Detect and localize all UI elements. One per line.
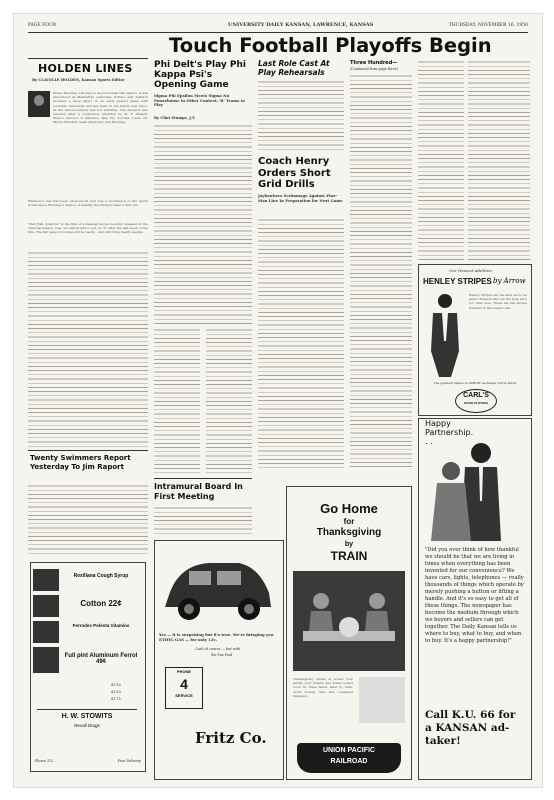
product-line: Cotton 22¢ (80, 599, 122, 608)
fritz-cash: Cash of course — but with (195, 647, 241, 651)
product-line: Ferrodex Polenta Vitamins (72, 623, 130, 628)
intramural-headline: Intramural Board In First Meeting (154, 482, 243, 501)
partnership-cta: Call K.U. 66 for a KANSAN ad-taker! (425, 709, 516, 747)
grid-body (258, 218, 344, 468)
train-photo (359, 677, 405, 723)
divider (28, 58, 148, 59)
story-body (154, 124, 252, 324)
column-byline: By CLAVELLE HOLDEN, Kansan Sports Editor (32, 78, 125, 82)
partnership-body: "Did you ever think of how thankful we should be that we are living in times when everything has been invented for our convenience? We have cars, lights, telephones — really thousands of things which operate by merely pushing a button or lifting a handle. And it's so easy to get all of these things. The newspaper has become the medium through which we buyers and sellers can get together. The Daily Kansan tells us where to buy, what to buy, and when to buy. It's a happy partnership!" (425, 547, 524, 644)
service-label: SERVICE (175, 693, 193, 698)
column-names (418, 60, 464, 260)
story-subhead: Sigma Phi Epsilon Meets Sigma Nu Powerhouse in Other Contest; 'B' Teams to Play (154, 93, 245, 108)
banner-headline: Touch Football Playoffs Begin (169, 34, 492, 57)
grid-subhead: Jayhawkers Scrimmage Against Fine-Man Line In Preparation for Next Game (258, 193, 343, 203)
intramural-body (154, 506, 252, 536)
store-subtitle: Rexall Drugs (74, 723, 100, 728)
price: $1.75 (111, 697, 121, 701)
union-pacific-shield (297, 743, 401, 773)
divider (154, 478, 252, 479)
column-names (468, 60, 530, 260)
divider (28, 450, 148, 451)
fritz-name: Fritz Co. (195, 729, 267, 747)
column-paragraph-3: "Play Ball, America" is the title of a baseball movie recently released by the National league. Gee, we almost had to get on 'U' after the last week of the film. The fall gang of rookies will be vastly... and will bring hearty laughs. (28, 222, 148, 235)
ad-footer: The greatest names in ARROW neckwear Arrow shirts (433, 381, 517, 385)
continued-note: (Continued from page three) (350, 67, 399, 71)
drugstore-ad (30, 562, 146, 772)
product-image (33, 621, 59, 643)
column-paragraph-2: Hackney's loss has been pronounced and was a recurrence of the injury would leave Hackney's chance of making the Olympic team a dim one. (28, 199, 148, 208)
couple-illustration (421, 431, 529, 541)
fritz-ad (154, 540, 284, 780)
train-line-4: by (344, 541, 354, 548)
phone-number: 4 (180, 676, 188, 692)
story-body-left (154, 328, 200, 473)
train-body: Thanksgiving dinner at home! Your family, your friends and home-cooked food! Go there faster, safer by train. Avoid driving risks and congested highways. (293, 677, 353, 698)
name-list (468, 60, 530, 260)
newspaper-page (14, 14, 542, 787)
price: $1.50 (111, 683, 121, 687)
drug-product-featured (33, 647, 141, 677)
column-body-text (28, 251, 148, 451)
family-dinner-icon (293, 571, 405, 671)
paper-name: UNIVERSITY DAILY KANSAN, LAWRENCE, KANSAS (228, 22, 374, 28)
play-body (258, 80, 344, 150)
name-list (350, 74, 412, 470)
play-headline: Last Role Cast At Play Rehearsals (258, 60, 330, 77)
henley-stripes-ad (418, 264, 532, 416)
story-byline: By Clint Stumps, J.T. (154, 116, 196, 120)
man-illustration (425, 291, 465, 379)
fritz-tagline: Yes — it is surprising but it's true. We're bringing you ETHYL GAS — for only 13c. (159, 632, 274, 642)
store-name: H. W. STOWITS (61, 713, 113, 720)
product-image (33, 595, 59, 617)
carls-name: CARL'S (463, 392, 489, 399)
carls-logo (455, 389, 497, 413)
railroad-word: RAILROAD (330, 758, 368, 765)
name-list (418, 60, 464, 260)
columnist-photo (28, 91, 50, 117)
swimmers-story-text (28, 484, 148, 554)
phone-badge (165, 667, 203, 709)
masthead (28, 22, 528, 33)
store-phone: Phone 312 (35, 759, 54, 763)
fritz-tax: the Tax Paid (211, 653, 233, 657)
partnership-title: Happy Partnership. . . (425, 419, 474, 446)
story-headline: Phi Delt's Play Phi Kappa Psi's Opening Game (154, 60, 246, 90)
column-paragraph-1: Elmer Hackney will play no more football this season, it was announced at Manhattan yesterday. K-State star fullback received a knee injury in an early season game with Colorado University and has been on the bench ever since, as the announcement was not startling. The decision was reached after a conference attended by M. F. Ahearn, State's director of athletics, Wes Fry, football coach, Dr. Myron Rholand, team physician, and Hackney. (53, 91, 148, 125)
partnership-ad (418, 418, 532, 780)
page-number: PAGE FOUR (28, 23, 57, 28)
car-illustration (159, 545, 277, 627)
train-ad (286, 486, 412, 780)
continued-headline: Three Hundred— (350, 60, 398, 66)
product-image (33, 647, 59, 673)
ad-body: Henley Stripes are the kind more for smart dressers who set the style pace for other men. These are the stripes featured in this week's Life. (469, 293, 527, 310)
story-body-right (206, 328, 252, 473)
train-line-5: TRAIN (330, 549, 368, 563)
column-three-hundred (350, 60, 412, 480)
train-line-3: Thanksgiving (316, 527, 382, 538)
phone-label: PHONE (176, 669, 192, 674)
price: $1.59 (111, 690, 121, 694)
railroad-name: UNION PACIFIC (323, 747, 375, 754)
carls-sub: GOOD CLOTHES (463, 401, 489, 405)
product-line: Rexillana Cough Syrup (73, 573, 129, 579)
couple-icon (421, 431, 529, 541)
column-play-grid (258, 60, 344, 480)
ad-brand: by Arrow (493, 277, 526, 285)
train-line-2: for (343, 517, 355, 526)
issue-date: THURSDAY, NOVEMBER 16, 1950 (448, 23, 528, 28)
drug-products (33, 565, 141, 645)
product-line: Full pint Aluminum Ferrol 49¢ (64, 653, 138, 665)
car-icon (159, 545, 277, 627)
columnist-face (34, 95, 44, 106)
column-title: HOLDEN LINES (38, 62, 133, 75)
train-line-1: Go Home (320, 501, 378, 516)
ad-kicker: Our Newest Addition (449, 268, 492, 273)
divider (37, 709, 137, 710)
grid-headline: Coach Henry Orders Short Grid Drills (258, 156, 331, 190)
column-holden-lines (28, 36, 148, 776)
store-delivery: Free Delivery (117, 759, 141, 763)
family-illustration (293, 571, 405, 671)
man-icon (425, 291, 465, 379)
product-image (33, 569, 59, 591)
swimmers-headline: Twenty Swimmers Report Yesterday To Jim Raport (30, 454, 131, 471)
ad-title: HENLEY STRIPES (423, 277, 492, 286)
